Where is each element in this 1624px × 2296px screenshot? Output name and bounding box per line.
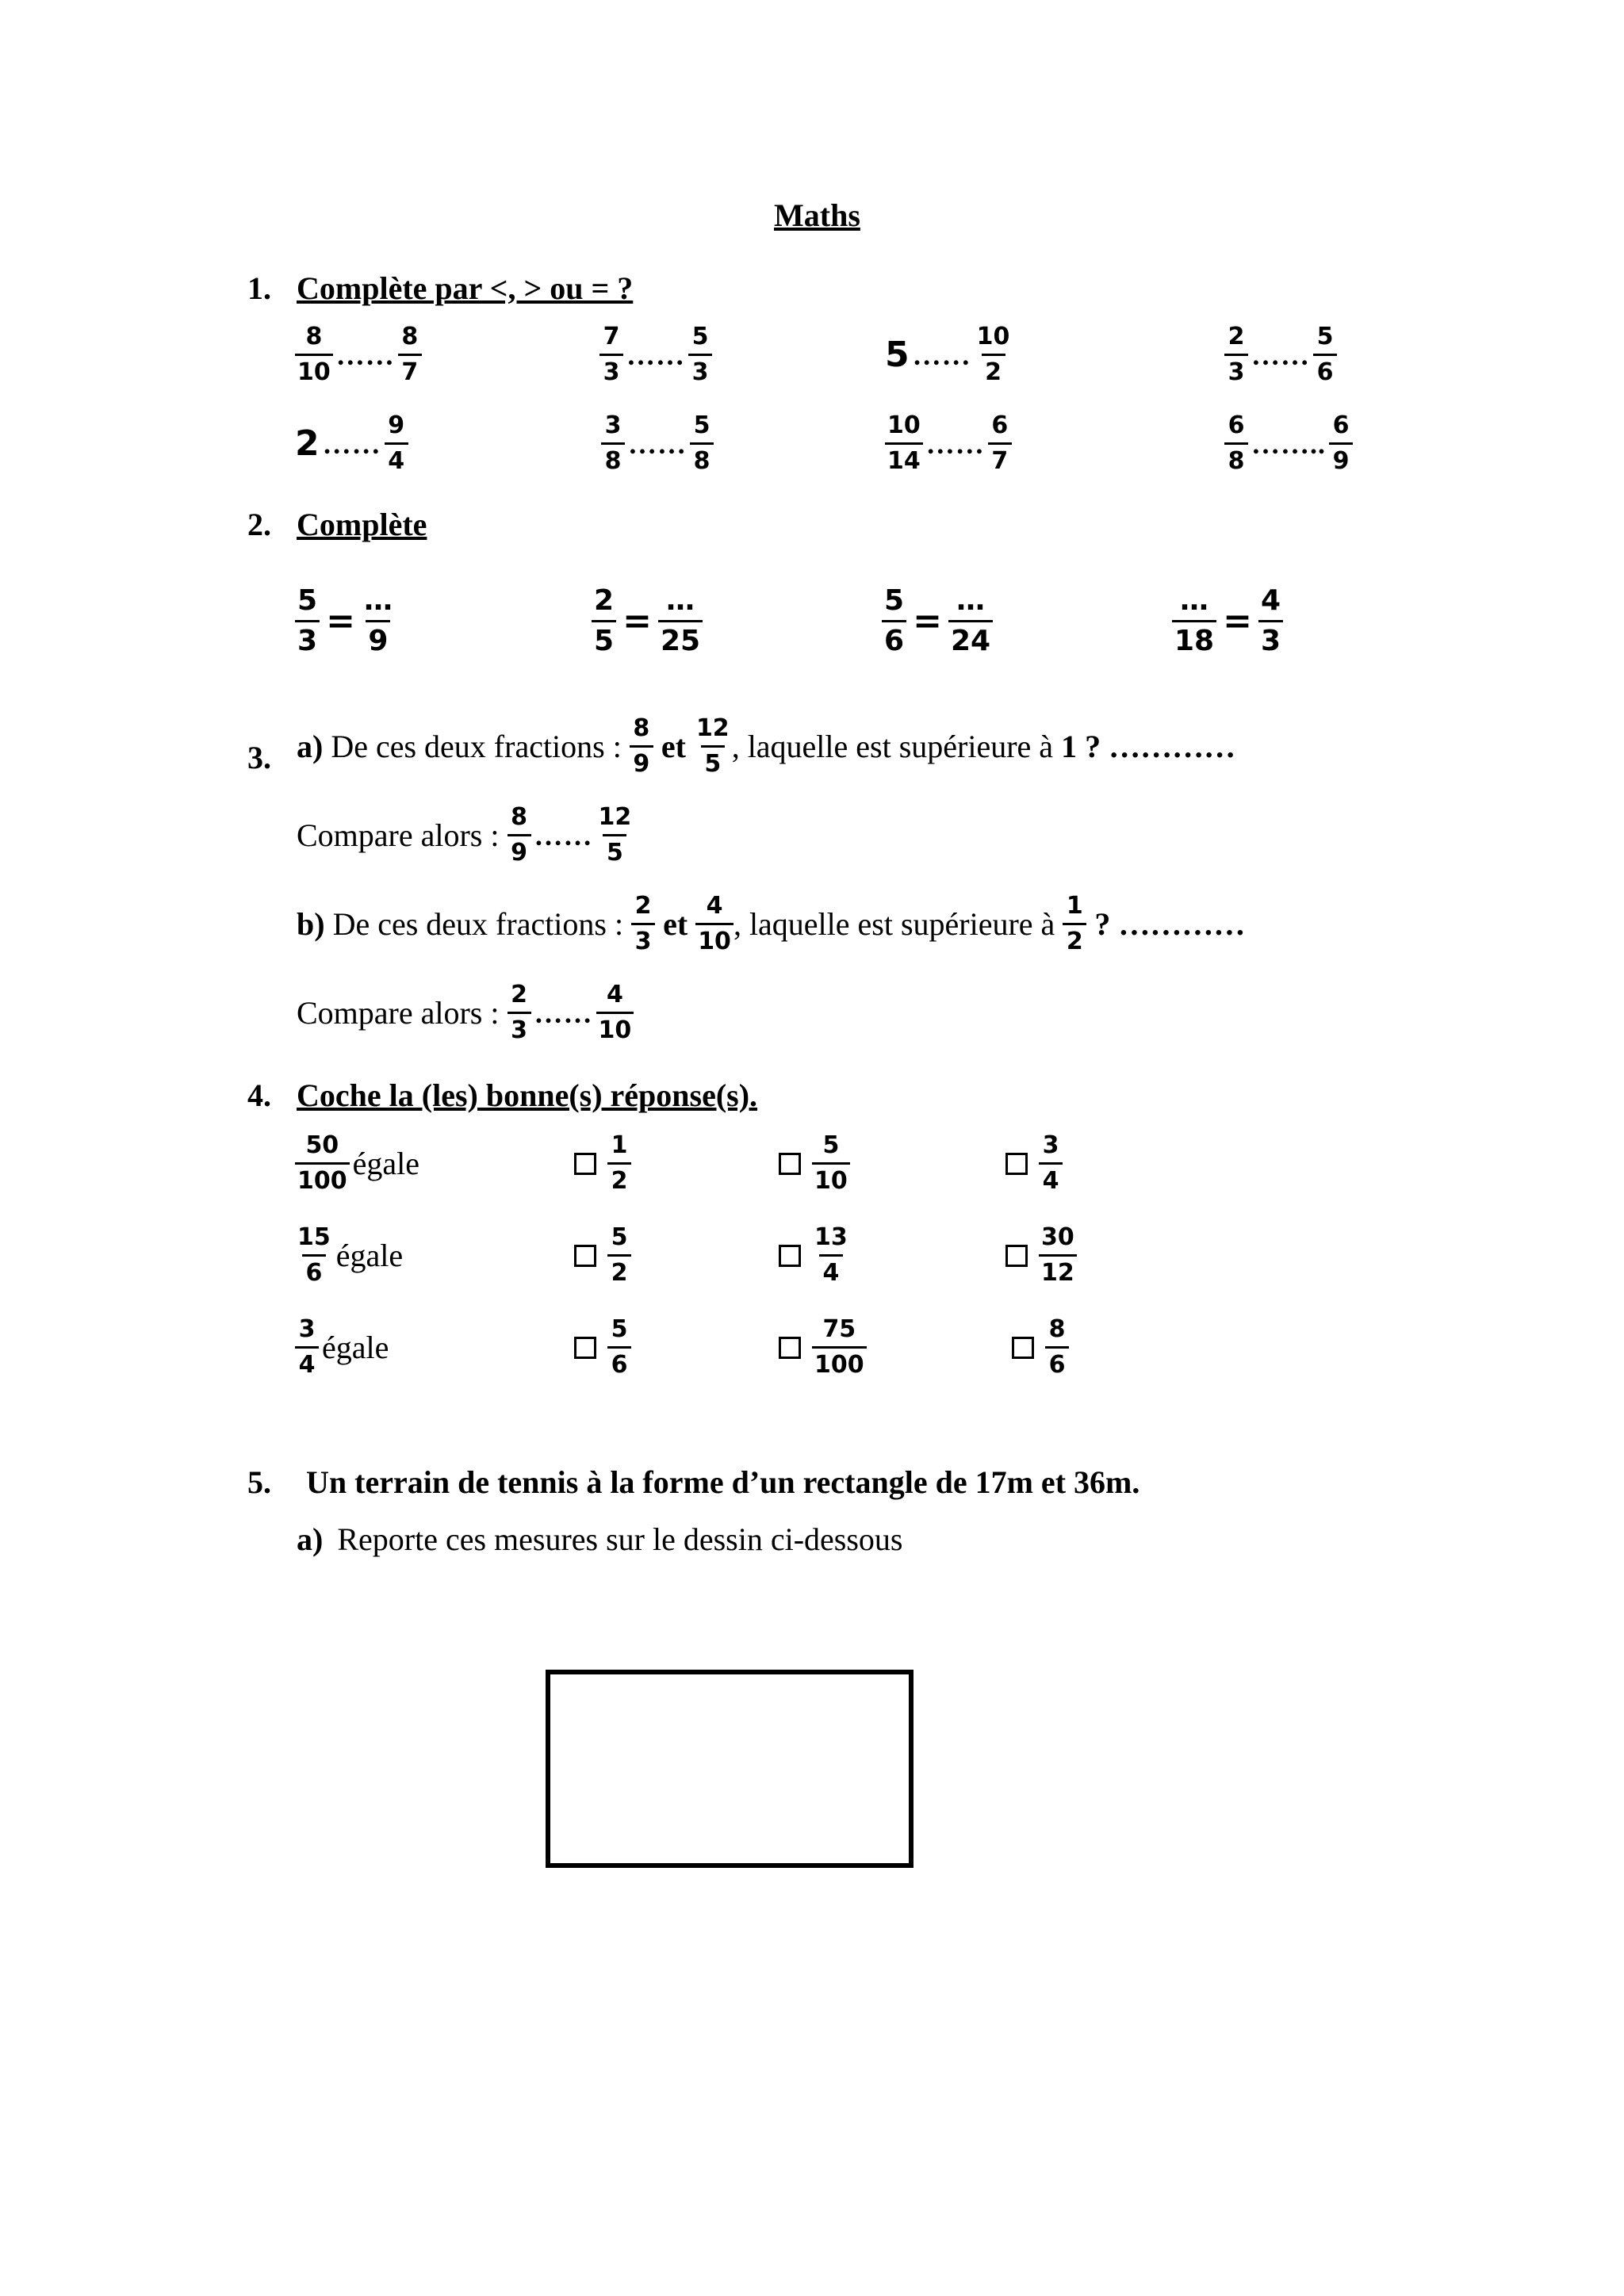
question-5-number: 5. xyxy=(247,1464,271,1500)
checkbox[interactable] xyxy=(574,1153,596,1175)
q1-item-3 xyxy=(885,325,1012,385)
checkbox[interactable] xyxy=(1012,1337,1034,1359)
q1-item-4 xyxy=(1224,325,1337,385)
fraction: $\frac{7}{3}$ xyxy=(599,325,623,385)
fraction: $\frac{1}{2}$ xyxy=(1063,894,1086,954)
q2-item-2 xyxy=(592,584,703,657)
fraction: $\frac{12}{5}$ xyxy=(695,714,730,778)
equals-sign: = xyxy=(326,601,355,641)
checkbox[interactable] xyxy=(779,1153,801,1175)
q5-part-a: a) Reporte ces mesures sur le dessin ci-dessous xyxy=(297,1521,903,1557)
fraction-blank[interactable]: $\frac{\dots}{25}$ xyxy=(658,587,703,656)
q1-item-5 xyxy=(295,411,408,475)
fraction: $\frac{5}{6}$ xyxy=(607,1318,631,1377)
answer-blank[interactable]: ? ………… xyxy=(1086,906,1246,942)
fraction: $\frac{12}{5}$ xyxy=(598,803,632,867)
answer-blank[interactable]: …….. xyxy=(1251,427,1326,460)
fraction: $\frac{5}{6}$ xyxy=(882,587,906,656)
question-2-number: 2. xyxy=(247,507,271,542)
equals-sign: = xyxy=(622,601,652,641)
question-5-instruction: Un terrain de tennis à la forme d’un rectangle de 17m et 36m. xyxy=(306,1464,1140,1500)
fraction: $\frac{8}{9}$ xyxy=(508,806,531,865)
q3-part-a-compare: Compare alors : $\frac{8}{9}$ …… $\frac{12}{5}$ xyxy=(297,806,634,865)
q4-row-1-prompt: $\frac{50}{100}$ égale xyxy=(295,1134,419,1193)
question-3-number: 3. xyxy=(247,740,271,775)
q4-row-2-prompt: $\frac{15}{6}$ égale xyxy=(295,1226,403,1285)
fraction: $\frac{5}{10}$ xyxy=(812,1134,850,1193)
fraction: $\frac{5}{2}$ xyxy=(607,1226,631,1285)
fraction: $\frac{1}{2}$ xyxy=(607,1134,631,1193)
q4-row-1-option-3[interactable] xyxy=(1005,1131,1063,1195)
fraction: $\frac{8}{9}$ xyxy=(630,717,653,776)
fraction: $\frac{75}{100}$ xyxy=(812,1318,867,1377)
fraction: $\frac{13}{4}$ xyxy=(814,1223,848,1287)
q4-row-2-option-1[interactable] xyxy=(574,1223,631,1287)
fraction: $\frac{6}{7}$ xyxy=(988,414,1012,473)
fraction: $\frac{4}{10}$ xyxy=(695,894,733,954)
fraction: $\frac{3}{4}$ xyxy=(295,1318,319,1377)
fraction: $\frac{10}{2}$ xyxy=(976,323,1010,386)
q4-row-3-prompt: $\frac{3}{4}$ égale xyxy=(295,1318,389,1377)
q4-row-3-option-3[interactable] xyxy=(1012,1315,1069,1379)
q4-row-1-option-1[interactable] xyxy=(574,1131,631,1195)
q4-row-2-option-2[interactable] xyxy=(779,1223,850,1287)
fraction-blank[interactable]: $\frac{\dots}{18}$ xyxy=(1172,587,1216,656)
checkbox[interactable] xyxy=(574,1245,596,1267)
fraction: $\frac{2}{3}$ xyxy=(631,894,655,954)
q3-part-a-question: a) De ces deux fractions : $\frac{8}{9}$ et $\frac{12}{5}$ , laquelle est supérieure à 1 ? ………… xyxy=(297,714,1236,778)
checkbox[interactable] xyxy=(1005,1245,1028,1267)
fraction: $\frac{9}{4}$ xyxy=(385,414,408,473)
q1-item-6 xyxy=(601,411,714,475)
part-label: b) xyxy=(297,906,325,942)
answer-blank[interactable]: …… xyxy=(335,339,395,371)
fraction: $\frac{8}{10}$ xyxy=(295,325,333,385)
answer-blank[interactable]: …… xyxy=(1251,339,1310,371)
fraction: $\frac{2}{3}$ xyxy=(1224,325,1248,385)
fraction: $\frac{5}{8}$ xyxy=(690,414,714,473)
checkbox[interactable] xyxy=(779,1337,801,1359)
tennis-court-rectangle xyxy=(546,1670,914,1868)
fraction: $\frac{2}{5}$ xyxy=(592,587,616,656)
answer-blank[interactable]: 1 ? ………… xyxy=(1061,729,1236,764)
fraction: $\frac{30}{12}$ xyxy=(1039,1226,1077,1285)
q4-row-1-option-2[interactable] xyxy=(779,1131,850,1195)
fraction: $\frac{6}{8}$ xyxy=(1224,414,1248,473)
question-4-number: 4. xyxy=(247,1077,271,1113)
equals-sign: = xyxy=(913,601,942,641)
fraction: $\frac{3}{4}$ xyxy=(1039,1134,1063,1193)
fraction: $\frac{3}{8}$ xyxy=(601,414,625,473)
answer-blank[interactable]: …… xyxy=(912,339,971,371)
q1-item-1 xyxy=(295,325,422,385)
fraction: $\frac{8}{7}$ xyxy=(398,325,422,385)
fraction: $\frac{2}{3}$ xyxy=(508,983,531,1043)
fraction: $\frac{10}{14}$ xyxy=(885,414,923,473)
fraction: $\frac{8}{6}$ xyxy=(1045,1318,1069,1377)
fraction: $\frac{4}{10}$ xyxy=(596,983,634,1043)
question-1-number: 1. xyxy=(247,270,271,306)
q1-item-8 xyxy=(1224,411,1353,475)
checkbox[interactable] xyxy=(779,1245,801,1267)
fraction: $\frac{5}{3}$ xyxy=(688,325,712,385)
answer-blank[interactable]: …… xyxy=(322,427,381,460)
fraction: $\frac{6}{9}$ xyxy=(1329,414,1353,473)
q1-item-7 xyxy=(885,411,1012,475)
q3-part-b-question: b) De ces deux fractions : $\frac{2}{3}$ et $\frac{4}{10}$ , laquelle est supérieure à $\frac{1}{2}$ ? ………… xyxy=(297,892,1246,955)
question-1-instruction: Complète par <, > ou = ? xyxy=(297,270,634,306)
answer-blank[interactable]: …… xyxy=(925,427,985,460)
q4-row-3-option-2[interactable] xyxy=(779,1315,867,1379)
fraction-blank[interactable]: $\frac{\dots}{24}$ xyxy=(948,587,993,656)
answer-blank[interactable]: …… xyxy=(628,427,687,460)
q2-item-1 xyxy=(295,584,395,657)
whole-number: 5 xyxy=(885,335,910,375)
fraction: $\frac{15}{6}$ xyxy=(297,1223,331,1287)
q3-part-b-compare: Compare alors : $\frac{2}{3}$ …… $\frac{4}{10}$ xyxy=(297,983,634,1043)
equals-sign: = xyxy=(1223,601,1252,641)
fraction-blank[interactable]: $\frac{\dots}{9}$ xyxy=(363,584,393,657)
q2-item-4 xyxy=(1172,584,1283,657)
q1-item-2 xyxy=(599,325,712,385)
answer-blank[interactable]: …… xyxy=(534,819,593,851)
checkbox[interactable] xyxy=(574,1337,596,1359)
fraction: $\frac{4}{3}$ xyxy=(1258,587,1283,656)
question-2-instruction: Complète xyxy=(297,507,427,542)
fraction: $\frac{5}{3}$ xyxy=(295,587,320,656)
fraction: $\frac{50}{100}$ xyxy=(295,1134,350,1193)
part-label: a) xyxy=(297,1521,324,1557)
fraction: $\frac{5}{6}$ xyxy=(1313,325,1337,385)
part-label: a) xyxy=(297,729,324,764)
answer-blank[interactable]: …… xyxy=(626,339,685,371)
checkbox[interactable] xyxy=(1005,1153,1028,1175)
whole-number: 2 xyxy=(295,423,320,464)
q2-item-3 xyxy=(882,584,993,657)
q4-row-3-option-1[interactable] xyxy=(574,1315,631,1379)
question-4-instruction: Coche la (les) bonne(s) réponse(s). xyxy=(297,1077,758,1113)
answer-blank[interactable]: …… xyxy=(534,997,593,1029)
q4-row-2-option-3[interactable] xyxy=(1005,1223,1077,1287)
page-title: Maths xyxy=(774,197,860,233)
